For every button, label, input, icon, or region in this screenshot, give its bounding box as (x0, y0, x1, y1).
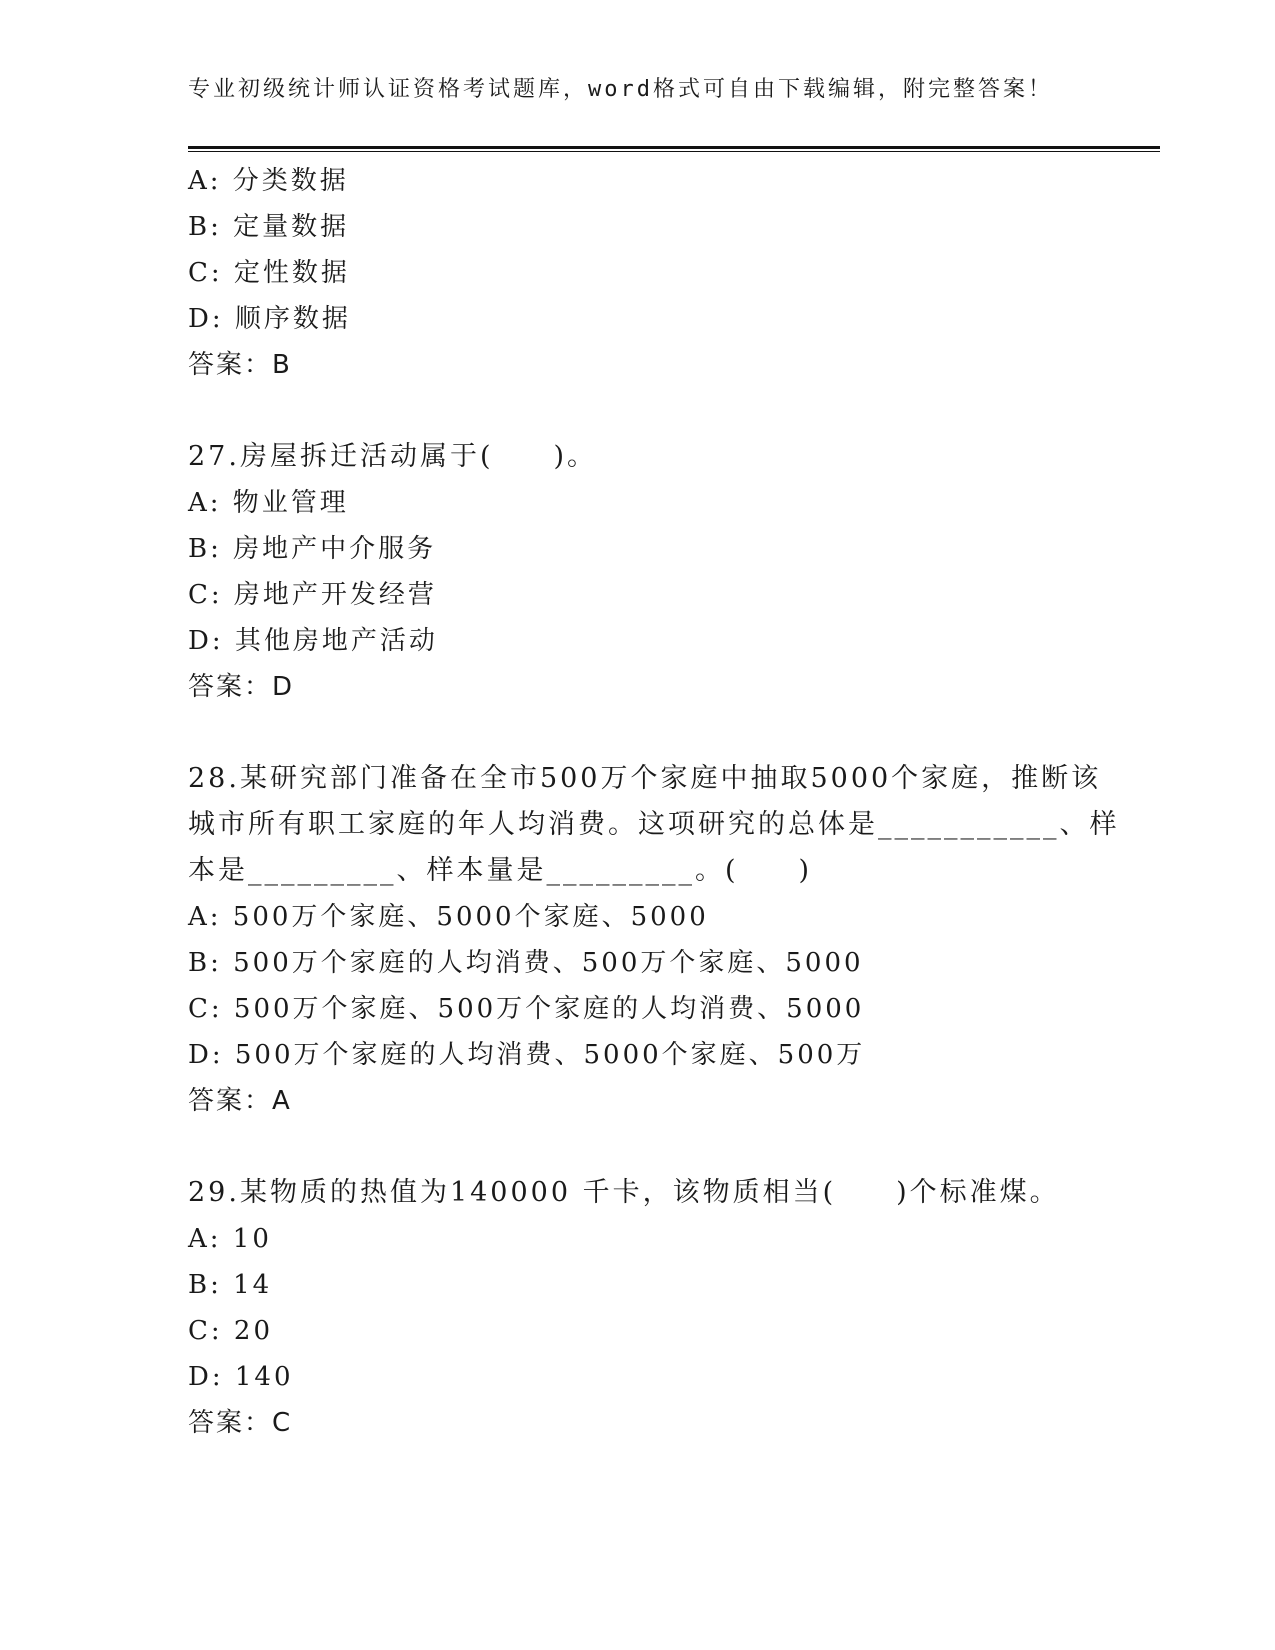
question-stem-line: 本是_________、样本量是_________。( ) (188, 855, 813, 886)
question-28 (188, 756, 1120, 1124)
option-a: A: 500万个家庭、5000个家庭、5000 (188, 902, 709, 932)
option-d: D: 140 (188, 1362, 294, 1392)
question-26-options (188, 158, 1088, 388)
option-b: B: 500万个家庭的人均消费、500万个家庭、5000 (188, 948, 864, 978)
option-b: B: 定量数据 (188, 212, 350, 242)
question-stem-line: 城市所有职工家庭的年人均消费。这项研究的总体是___________、样 (188, 809, 1120, 840)
answer: 答案：D (188, 672, 295, 702)
option-c: C: 房地产开发经营 (188, 580, 437, 610)
option-b: B: 14 (188, 1270, 273, 1300)
header-rule-thin (188, 151, 1160, 152)
option-d: D: 顺序数据 (188, 304, 351, 334)
question-stem-line: 28.某研究部门准备在全市500万个家庭中抽取5000个家庭，推断该 (188, 763, 1102, 794)
answer: 答案：B (188, 350, 292, 380)
question-content (188, 158, 1120, 1446)
question-27 (188, 434, 1088, 710)
option-b: B: 房地产中介服务 (188, 534, 437, 564)
option-d: D: 500万个家庭的人均消费、5000个家庭、500万 (188, 1040, 866, 1070)
option-a: A: 分类数据 (188, 166, 349, 196)
option-d: D: 其他房地产活动 (188, 626, 438, 656)
question-29 (188, 1170, 1088, 1446)
answer: 答案：A (188, 1086, 292, 1116)
option-c: C: 定性数据 (188, 258, 350, 288)
question-stem: 27.房屋拆迁活动属于( )。 (188, 441, 598, 472)
header-rule-thick (188, 146, 1160, 149)
option-c: C: 500万个家庭、500万个家庭的人均消费、5000 (188, 994, 865, 1024)
spacer (188, 388, 1088, 434)
answer: 答案：C (188, 1408, 293, 1438)
option-c: C: 20 (188, 1316, 274, 1346)
spacer (188, 1124, 1088, 1170)
option-a: A: 10 (188, 1224, 272, 1254)
question-stem: 29.某物质的热值为140000 千卡，该物质相当( )个标准煤。 (188, 1177, 1060, 1208)
page-header: 专业初级统计师认证资格考试题库，word格式可自由下载编辑，附完整答案！ (188, 77, 1053, 102)
spacer (188, 710, 1088, 756)
option-a: A: 物业管理 (188, 488, 349, 518)
